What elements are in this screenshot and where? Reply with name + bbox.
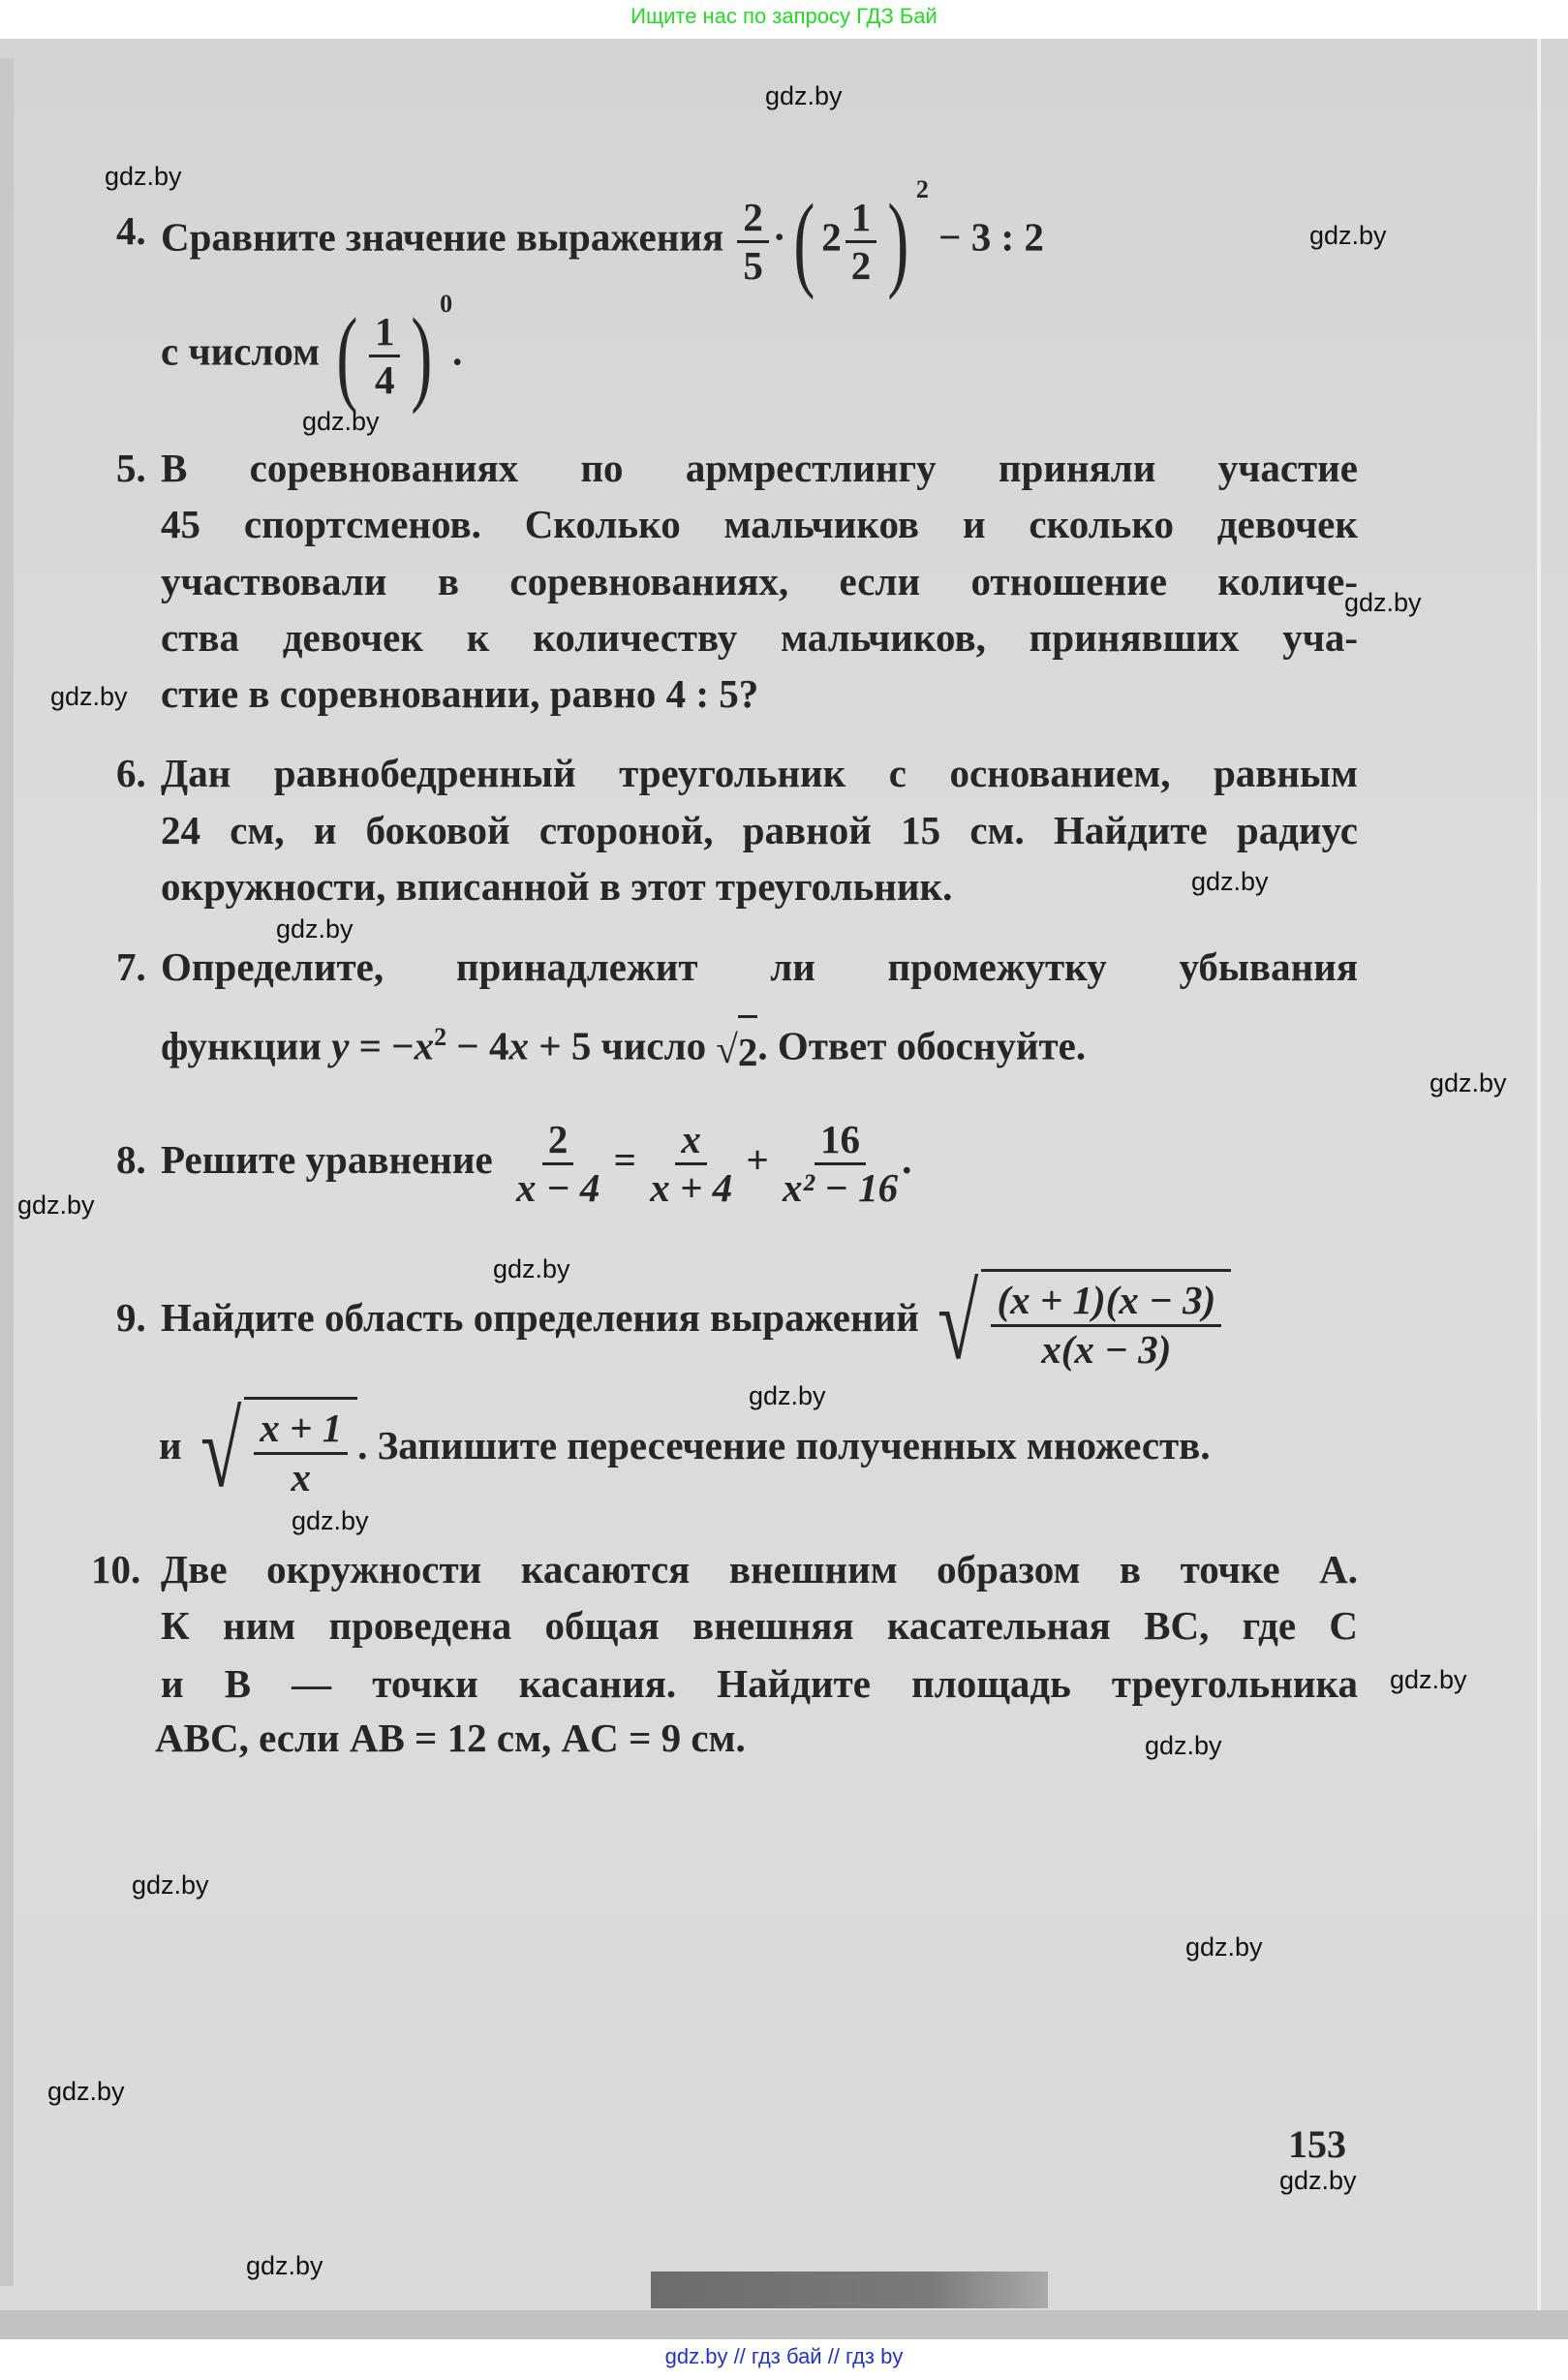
problem-6-line: 24 см, и боковой стороной, равной 15 см. Найдите радиус: [161, 808, 1358, 852]
exponent: 0: [440, 290, 453, 318]
watermark: gdz.by: [302, 407, 380, 436]
fraction-b: [650, 1117, 732, 1211]
exponent: 2: [434, 1023, 447, 1051]
problem-6-line: окружности, вписанной в этот треугольник.: [161, 864, 953, 909]
problem-10-number: 10.: [91, 1547, 141, 1592]
watermark: gdz.by: [276, 914, 354, 943]
problem-7-line: Определите, принадлежит ли промежутку убывания: [161, 944, 1358, 989]
problem-8-line: [161, 1101, 1358, 1218]
denominator: 4: [374, 356, 395, 402]
formula-part: − 4: [446, 1023, 509, 1068]
left-paren: (: [792, 182, 815, 301]
problem-9-text: Найдите область определения выражений: [161, 1295, 919, 1340]
numerator: 16: [815, 1117, 866, 1165]
formula-part: + 5 число: [529, 1023, 717, 1068]
fraction: [254, 1406, 348, 1499]
scanner-bottom-band: [0, 2310, 1568, 2339]
watermark: gdz.by: [1279, 2166, 1357, 2195]
denominator: x + 4: [650, 1165, 733, 1211]
watermark: gdz.by: [246, 2251, 323, 2280]
problem-7-tail: . Ответ обоснуйте.: [757, 1023, 1087, 1068]
sqrt-2: √ 2: [716, 1015, 757, 1086]
watermark: gdz.by: [1191, 867, 1269, 896]
problem-8-text: Решите уравнение: [161, 1137, 493, 1182]
problem-5-line: участвовали в соревнованиях, если отношение количе-: [161, 559, 1358, 603]
fraction: [991, 1278, 1221, 1372]
sqrt-expression-2: √ $\frac{x + 1}{x}$: [192, 1397, 357, 1503]
problem-5-line: стие в соревновании, равно 4 : 5?: [161, 671, 759, 716]
denominator: 5: [743, 242, 763, 288]
var-x: x: [508, 1023, 530, 1068]
fraction-c: [783, 1117, 898, 1211]
watermark: gdz.by: [292, 1506, 369, 1535]
denominator: x² − 16: [782, 1165, 899, 1211]
problem-5-line: 45 спортсменов. Сколько мальчиков и сколько девочек: [161, 502, 1358, 546]
watermark: gdz.by: [1390, 1665, 1467, 1694]
problem-5-number: 5.: [116, 446, 146, 490]
numerator: x: [675, 1117, 707, 1165]
problem-6-line: Дан равнобедренный треугольник с основанием, равным: [161, 751, 1358, 795]
binding-shadow: [651, 2272, 1048, 2308]
numerator: 1: [369, 309, 401, 357]
and-word: и: [159, 1423, 182, 1468]
right-paren: ): [411, 296, 433, 416]
top-banner[interactable]: Ищите нас по запросу ГДЗ Бай: [630, 4, 938, 28]
sqrt-expression-1: √ $\frac{(x + 1)(x - 3)}{x(x - 3)}$: [929, 1269, 1231, 1375]
numerator: 2: [737, 195, 769, 243]
denominator: x(x − 3): [1041, 1326, 1172, 1372]
watermark: gdz.by: [50, 682, 128, 711]
problem-5-line: ства девочек к количеству мальчиков, принявших уча-: [161, 615, 1358, 660]
denominator: 2: [850, 242, 872, 288]
problem-10-line: Две окружности касаются внешним образом в точке A.: [161, 1547, 1358, 1592]
dot-operator: ·: [772, 214, 786, 260]
mixed-whole: 2: [821, 214, 842, 260]
watermark: gdz.by: [17, 1190, 95, 1220]
bottom-banner[interactable]: gdz.by // гдз бай // гдз by: [664, 2344, 904, 2368]
fraction-2-5: [737, 195, 769, 289]
equals-sign: =: [613, 1137, 636, 1182]
watermark: gdz.by: [493, 1254, 570, 1283]
problem-9-tail: . Запишите пересечение полученных множеств.: [357, 1423, 1211, 1468]
function-word: функции: [161, 1023, 322, 1068]
watermark: gdz.by: [749, 1381, 826, 1410]
watermark: gdz.by: [105, 162, 182, 191]
var-y: y: [331, 1023, 350, 1068]
fraction-a: [516, 1117, 600, 1211]
watermark: gdz.by: [1185, 1932, 1263, 1962]
problem-10-line: ABC, если AB = 12 см, AC = 9 см.: [155, 1715, 746, 1760]
fraction-1-2: [845, 195, 877, 289]
right-paren: ): [887, 182, 909, 301]
expression-tail: − 3 : 2: [938, 214, 1044, 260]
period: .: [452, 328, 463, 374]
problem-6-number: 6.: [116, 751, 146, 795]
watermark: gdz.by: [1344, 588, 1422, 617]
problem-7-line-2: [161, 1004, 1358, 1074]
page-number: 153: [1288, 2122, 1346, 2166]
problem-4-number: 4.: [116, 208, 146, 253]
watermark: gdz.by: [132, 1870, 209, 1900]
compare-text: с числом: [161, 328, 321, 374]
plus-sign: +: [746, 1137, 769, 1182]
watermark: gdz.by: [1430, 1068, 1507, 1097]
radicand: 2: [738, 1015, 758, 1086]
exponent: 2: [915, 175, 929, 203]
watermark: gdz.by: [1145, 1731, 1222, 1760]
problem-4-line-1: [161, 170, 1358, 301]
problem-4-text: Сравните значение выражения: [161, 214, 724, 260]
fraction-1-4: [369, 309, 401, 403]
watermark: gdz.by: [47, 2077, 125, 2106]
numerator: 1: [845, 195, 877, 243]
var-x: x: [414, 1023, 435, 1068]
problem-8-number: 8.: [116, 1137, 146, 1182]
problem-5-line: В соревнованиях по армрестлингу приняли участие: [161, 446, 1358, 490]
denominator: x: [291, 1454, 311, 1499]
problem-9-line-1: [161, 1259, 1358, 1381]
numerator: (x + 1)(x − 3): [991, 1278, 1221, 1326]
page-edge: [1537, 39, 1541, 2339]
denominator: x − 4: [515, 1165, 600, 1211]
watermark: gdz.by: [1309, 221, 1387, 250]
numerator: x + 1: [254, 1406, 348, 1454]
formula-part: = −: [349, 1023, 415, 1068]
problem-10-line: К ним проведена общая внешняя касательная BC, где C: [161, 1603, 1358, 1648]
period: .: [902, 1137, 912, 1182]
numerator: 2: [542, 1117, 574, 1165]
problem-10-line: и B — точки касания. Найдите площадь треугольника: [161, 1661, 1358, 1706]
problem-9-number: 9.: [116, 1295, 146, 1340]
watermark: gdz.by: [765, 81, 843, 110]
left-paren: (: [336, 296, 358, 416]
problem-4-line-2: [161, 285, 1358, 416]
problem-7-number: 7.: [116, 944, 146, 989]
page-shadow: [0, 58, 14, 2286]
